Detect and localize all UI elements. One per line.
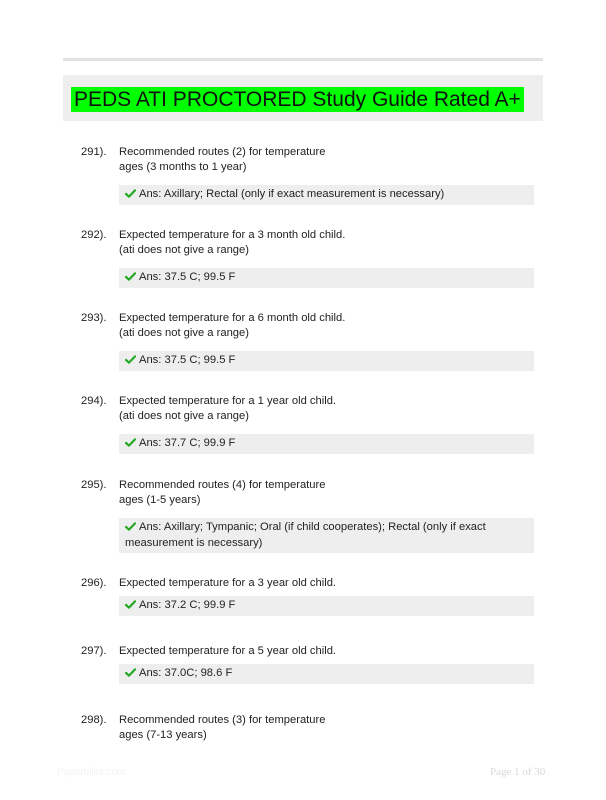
question-number: 297).	[81, 645, 107, 657]
question-line: Expected temperature for a 5 year old child.	[119, 645, 337, 657]
question-text	[119, 713, 519, 743]
answer-box	[119, 351, 534, 371]
check-icon	[125, 522, 136, 531]
question-line: Expected temperature for a 3 month old child.	[119, 229, 346, 241]
question-text	[119, 394, 519, 424]
check-icon	[125, 272, 136, 281]
answer-text: Ans: Axillary; Rectal (only if exact measurement is necessary)	[139, 188, 445, 200]
question-line: (ati does not give a range)	[119, 410, 249, 422]
title-bar	[63, 75, 543, 121]
check-icon	[125, 355, 136, 364]
answer-line	[125, 187, 528, 203]
question-line: Recommended routes (2) for temperature	[119, 146, 326, 158]
answer-box	[119, 596, 534, 616]
check-icon	[125, 189, 136, 198]
question-text	[119, 228, 519, 258]
answer-box	[119, 268, 534, 288]
question-number: 292).	[81, 229, 107, 241]
page-number: Page 1 of 30	[490, 766, 546, 778]
page-title: PEDS ATI PROCTORED Study Guide Rated A+	[71, 87, 524, 112]
question-number: 291).	[81, 146, 107, 158]
question-line: ages (7-13 years)	[119, 729, 207, 741]
answer-text: Ans: 37.5 C; 99.5 F	[139, 271, 236, 283]
answer-text: Ans: 37.7 C; 99.9 F	[139, 437, 236, 449]
answer-text: Ans: 37.0C; 98.6 F	[139, 667, 233, 679]
answer-line	[125, 436, 528, 452]
question-text	[119, 576, 519, 591]
question-number: 294).	[81, 395, 107, 407]
question-text	[119, 145, 519, 175]
question-number: 298).	[81, 714, 107, 726]
question-number: 296).	[81, 577, 107, 589]
answer-text: Ans: 37.2 C; 99.9 F	[139, 599, 236, 611]
question-text	[119, 311, 519, 341]
answer-line	[125, 536, 528, 552]
question-line: (ati does not give a range)	[119, 327, 249, 339]
answer-line	[125, 270, 528, 286]
check-icon	[125, 438, 136, 447]
question-number: 295).	[81, 479, 107, 491]
footer-watermark: Paperbliss.com	[57, 767, 126, 778]
answer-line	[125, 353, 528, 369]
answer-text: Ans: 37.5 C; 99.5 F	[139, 354, 236, 366]
check-icon	[125, 600, 136, 609]
check-icon	[125, 668, 136, 677]
answer-box	[119, 434, 534, 454]
question-line: (ati does not give a range)	[119, 244, 249, 256]
answer-line	[125, 520, 528, 536]
answer-text: Ans: Axillary; Tympanic; Oral (if child cooperates); Rectal (only if exact	[139, 521, 486, 533]
answer-line	[125, 666, 528, 682]
answer-text: measurement is necessary)	[125, 536, 263, 549]
question-line: ages (1-5 years)	[119, 494, 201, 506]
answer-box	[119, 185, 534, 205]
question-line: Expected temperature for a 3 year old child.	[119, 577, 337, 589]
answer-line	[125, 598, 528, 614]
question-line: Recommended routes (3) for temperature	[119, 714, 326, 726]
question-line: Recommended routes (4) for temperature	[119, 479, 326, 491]
top-divider	[63, 58, 543, 61]
answer-box	[119, 664, 534, 684]
question-line: Expected temperature for a 6 month old child.	[119, 312, 346, 324]
question-line: Expected temperature for a 1 year old child.	[119, 395, 337, 407]
question-text	[119, 478, 519, 508]
answer-box	[119, 518, 534, 553]
question-line: ages (3 months to 1 year)	[119, 161, 247, 173]
question-number: 293).	[81, 312, 107, 324]
question-text	[119, 644, 519, 659]
